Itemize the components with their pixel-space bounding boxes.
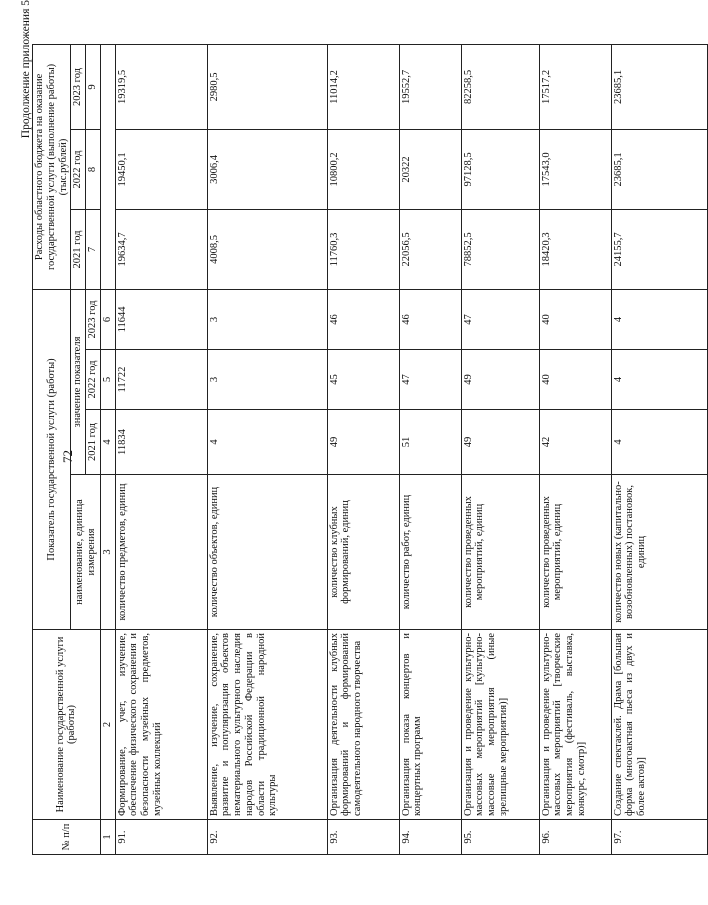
indicator-name: количество предметов, единиц	[115, 475, 207, 630]
expense-2023: 17517,2	[539, 44, 611, 129]
column-number: 6	[100, 289, 115, 349]
service-name: Выявление, изучение, сохранение, развитие и популяризация объектов нематериального культурного наследия народов Российской Федерации в области традиционной народной культуры	[207, 630, 327, 820]
service-name: Организация деятельности клубных формирований и формирований самодеятельного народного творчества	[327, 630, 399, 820]
table-row	[327, 44, 399, 854]
continuation-label: Продолжение приложения 5	[20, 0, 32, 139]
indicator-name: количество работ, единиц	[399, 475, 461, 630]
value-2021: 11834	[115, 410, 207, 475]
header-indicator-name: наименование, единица измерения	[71, 475, 101, 630]
expense-2023: 11014,2	[327, 44, 399, 129]
column-number: 7	[86, 209, 101, 289]
value-2022: 49	[461, 350, 539, 410]
expense-2022: 3006,4	[207, 129, 327, 209]
column-number: 5	[100, 350, 115, 410]
expense-2023: 19319,5	[115, 44, 207, 129]
table-row	[207, 44, 327, 854]
table-row	[399, 44, 461, 854]
table-row	[611, 44, 707, 854]
indicator-name: количество клубных формирований, единиц	[327, 475, 399, 630]
expense-2023: 23685,1	[611, 44, 707, 129]
header-indicator: Показатель государственной услуги (работы)	[33, 289, 71, 629]
expense-2021: 78852,5	[461, 209, 539, 289]
indicator-name: количество новых (капитально-возобновленных) постановок, единиц	[611, 475, 707, 630]
header-indicator-value: значение показателя	[71, 289, 86, 474]
value-2021: 49	[327, 410, 399, 475]
expense-2021: 11760,3	[327, 209, 399, 289]
column-number: 1	[100, 820, 115, 855]
value-2021: 49	[461, 410, 539, 475]
value-2022: 4	[611, 350, 707, 410]
value-2022: 47	[399, 350, 461, 410]
expense-2021: 19634,7	[115, 209, 207, 289]
header-expenses: Расходы областного бюджета на оказание государственной услуги (выполнение работы) (тыс.рублей)	[33, 44, 71, 289]
value-2021: 51	[399, 410, 461, 475]
row-index: 92.	[207, 820, 327, 855]
value-2023: 4	[611, 289, 707, 349]
expense-2022: 19450,1	[115, 129, 207, 209]
row-index: 93.	[327, 820, 399, 855]
column-number: 2	[100, 630, 115, 820]
expense-2023: 2980,5	[207, 44, 327, 129]
column-number: 3	[100, 475, 115, 630]
expense-2023: 82258,5	[461, 44, 539, 129]
value-2021: 42	[539, 410, 611, 475]
expense-2022: 17543,0	[539, 129, 611, 209]
service-name: Организация показа концертов и концертных программ	[399, 630, 461, 820]
value-2021: 4	[611, 410, 707, 475]
column-number: 9	[86, 44, 101, 129]
value-2023: 40	[539, 289, 611, 349]
header-year: 2022 год	[86, 350, 101, 410]
expense-2021: 18420,3	[539, 209, 611, 289]
services-table	[32, 44, 708, 855]
header-year: 2021 год	[86, 410, 101, 475]
header-year: 2023 год	[86, 289, 101, 349]
expense-2021: 4008,5	[207, 209, 327, 289]
row-index: 94.	[399, 820, 461, 855]
expense-2022: 23685,1	[611, 129, 707, 209]
table-row	[115, 44, 207, 854]
table-row	[539, 44, 611, 854]
header-year: 2023 год	[71, 44, 86, 129]
header-index: № п/п	[33, 820, 101, 855]
value-2023: 46	[399, 289, 461, 349]
service-name: Создание спектаклей. Драма [большая форма (многоактная пьеса из двух и более актов)]	[611, 630, 707, 820]
column-number: 4	[100, 410, 115, 475]
expense-2023: 19552,7	[399, 44, 461, 129]
service-name: Формирование, учет, изучение, обеспечение физического сохранения и безопасности музейных предметов, музейных коллекций	[115, 630, 207, 820]
value-2022: 45	[327, 350, 399, 410]
row-index: 95.	[461, 820, 539, 855]
indicator-name: количество объектов, единиц	[207, 475, 327, 630]
value-2022: 3	[207, 350, 327, 410]
header-year: 2022 год	[71, 129, 86, 209]
page-number: 72	[60, 450, 75, 463]
service-name: Организация и проведение культурно-массовых мероприятий [творческие мероприятия (фестиваль, выставка, конкурс, смотр)]	[539, 630, 611, 820]
value-2023: 3	[207, 289, 327, 349]
service-name: Организация и проведение культурно-массовых мероприятий [культурно-массовые мероприятия (иные зрелищные мероприятия)]	[461, 630, 539, 820]
value-2022: 11722	[115, 350, 207, 410]
expense-2022: 20322	[399, 129, 461, 209]
value-2023: 11644	[115, 289, 207, 349]
header-service: Наименование государственной услуги (работы)	[33, 630, 101, 820]
column-number: 8	[86, 129, 101, 209]
value-2023: 46	[327, 289, 399, 349]
value-2021: 4	[207, 410, 327, 475]
header-year: 2021 год	[71, 209, 86, 289]
header-expenses-filler	[100, 44, 115, 289]
expense-2021: 24155,7	[611, 209, 707, 289]
table-row	[461, 44, 539, 854]
value-2023: 47	[461, 289, 539, 349]
expense-2022: 10800,2	[327, 129, 399, 209]
indicator-name: количество проведенных мероприятий, единиц	[461, 475, 539, 630]
value-2022: 40	[539, 350, 611, 410]
row-index: 96.	[539, 820, 611, 855]
expense-2022: 97128,5	[461, 129, 539, 209]
indicator-name: количество проведенных мероприятий, единиц	[539, 475, 611, 630]
row-index: 97.	[611, 820, 707, 855]
row-index: 91.	[115, 820, 207, 855]
expense-2021: 22056,5	[399, 209, 461, 289]
